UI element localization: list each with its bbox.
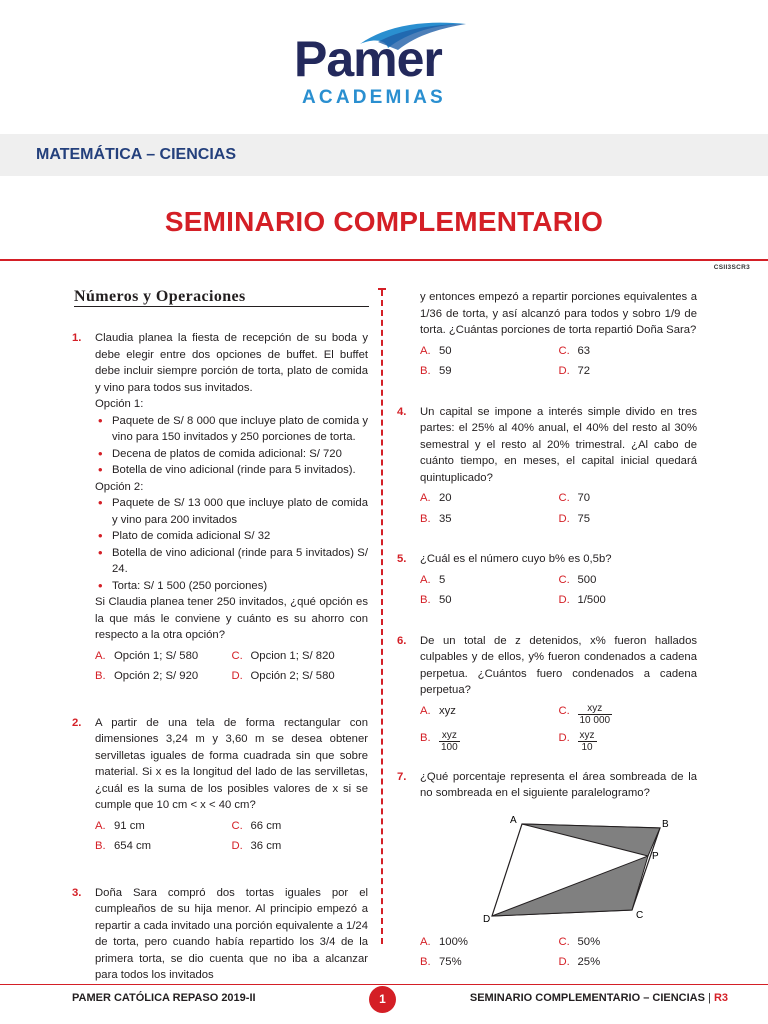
answer-text: 66 cm <box>250 819 282 832</box>
answer-a[interactable] <box>95 818 232 835</box>
option-1-list <box>95 413 368 479</box>
fraction-numerator: xyz <box>578 703 613 715</box>
answer-a[interactable] <box>420 490 559 507</box>
question-4 <box>397 404 697 528</box>
question-text: Un capital se impone a interés simple divido en tres partes: el 25% al 40% anual, el 40% del resto al 30% semestral y el resto al 20% trimestral. ¿Al cabo de cuánto tiempo, en meses, el capital inicial quedará quintuplicado? <box>420 405 697 484</box>
answer-letter: B. <box>420 731 431 744</box>
answer-options <box>95 648 368 685</box>
answer-letter: A. <box>95 649 106 662</box>
point-label-p: P <box>652 850 659 862</box>
subject-bar <box>0 134 768 176</box>
section-title: Números y Operaciones <box>74 288 246 305</box>
section-underline <box>74 306 369 307</box>
logo-wordmark: Pamer <box>294 31 442 87</box>
answer-text: xyz <box>439 704 456 717</box>
answer-letter: D. <box>558 731 570 744</box>
answer-text: 50 <box>439 344 452 357</box>
question-1 <box>72 330 368 685</box>
footer-separator: | <box>708 992 711 1004</box>
subject-title: MATEMÁTICA – CIENCIAS <box>36 146 236 163</box>
parallelogram-figure <box>450 812 670 932</box>
answer-text: 59 <box>439 365 452 377</box>
answer-options <box>420 934 697 971</box>
question-text: Doña Sara compró dos tortas iguales por el cumpleaños de su hija menor. Al principio empezó a repartir a cada invitado una porción equivalente a 1/24 de torta, pero cuando había repartido los 3/4 de la primera torta, se dio cuenta que no iba a alcanzar para todos los invitados <box>95 886 368 981</box>
answer-b[interactable] <box>420 730 559 753</box>
answer-text: 654 cm <box>114 840 152 852</box>
answer-b[interactable] <box>420 511 559 528</box>
answer-letter: B. <box>95 840 106 852</box>
answer-text: 36 cm <box>250 840 282 852</box>
fraction-denominator: 10 <box>581 741 593 753</box>
shaded-region-top <box>522 824 660 856</box>
answer-text: 72 <box>577 365 591 377</box>
answer-options <box>420 703 697 753</box>
answer-letter: A. <box>95 819 106 832</box>
question-text: De un total de z detenidos, x% fueron hallados culpables y de ellos, y% fueron condenados a cadena perpetua. ¿Cuántos fuero condenados a cadena perpetua? <box>420 634 697 696</box>
answer-letter: A. <box>420 344 431 357</box>
answer-options <box>420 490 697 527</box>
answer-b[interactable] <box>420 954 559 971</box>
answer-text: 75% <box>439 956 462 968</box>
title-divider <box>0 259 768 261</box>
answer-letter: C. <box>558 935 570 948</box>
list-item: • Paquete de S/ 8 000 que incluye plato de comida y vino para 150 invitados y 250 porciones de torta. <box>95 413 368 446</box>
answer-c[interactable] <box>559 934 698 951</box>
answer-b[interactable] <box>420 363 559 380</box>
vertex-label-c: C <box>636 909 644 921</box>
question-text: Claudia planea la fiesta de recepción de su boda y debe elegir entre dos opciones de buffet. El buffet debe incluir siempre porción de torta, plato de comida y vino para todos sus invitados. <box>95 332 368 394</box>
answer-options <box>95 818 368 855</box>
document-code: CSII3SCR3 <box>713 264 750 271</box>
answer-options <box>420 343 697 380</box>
footer-title <box>470 992 728 1004</box>
question-text: A partir de una tela de forma rectangular con dimensiones 3,24 m y 3,60 m se desea obtener servilletas iguales de forma cuadrada sin que sobre material. Si x es la longitud del lado de las servilletas, ¿cuál es la suma de los posibles valores de x si se cumple que 10 cm < x < 40 cm? <box>95 716 368 811</box>
question-3-continued <box>397 289 697 380</box>
answer-d[interactable] <box>559 363 698 380</box>
list-item: • Botella de vino adicional (rinde para 5 invitados). <box>95 462 368 479</box>
answer-a[interactable] <box>420 703 559 726</box>
page-number: 1 <box>369 986 396 1013</box>
answer-text: 50 <box>439 594 452 606</box>
answer-letter: B. <box>420 956 431 968</box>
answer-letter: D. <box>558 365 570 377</box>
answer-c[interactable] <box>559 490 698 507</box>
footer-code: R3 <box>713 992 728 1004</box>
answer-letter: A. <box>420 573 431 586</box>
option-2-list <box>95 495 368 594</box>
answer-b[interactable] <box>420 592 559 609</box>
answer-options <box>420 572 697 609</box>
answer-text: 50% <box>577 935 601 948</box>
answer-a[interactable] <box>420 934 559 951</box>
question-2 <box>72 715 368 855</box>
answer-d[interactable] <box>559 954 698 971</box>
list-item: • Plato de comida adicional S/ 32 <box>95 528 368 545</box>
question-3 <box>72 885 368 984</box>
answer-text: Opcion 1; S/ 820 <box>250 649 335 662</box>
answer-d[interactable] <box>559 592 698 609</box>
question-7 <box>397 769 697 971</box>
fraction-numerator: xyz <box>579 729 595 741</box>
vertex-label-a: A <box>510 814 517 826</box>
answer-c[interactable] <box>232 648 369 665</box>
answer-letter: C. <box>231 649 243 662</box>
question-number: 2. <box>72 716 82 729</box>
answer-letter: C. <box>231 819 243 832</box>
answer-a[interactable] <box>95 648 232 665</box>
answer-d[interactable] <box>232 668 369 685</box>
fraction-denominator: 100 <box>441 741 458 753</box>
answer-letter: A. <box>420 704 431 717</box>
question-text: y entonces empezó a repartir porciones equivalentes a 1/36 de torta, y así alcanzó para todos y sobro 1/9 de torta. ¿Cuántas porciones de torta repartió Doña Sara? <box>420 291 697 336</box>
answer-letter: C. <box>558 344 570 357</box>
answer-text: 5 <box>439 573 446 586</box>
vertex-label-b: B <box>662 818 669 830</box>
column-divider <box>381 290 383 944</box>
answer-text: 35 <box>439 512 452 525</box>
answer-letter: D. <box>558 512 570 525</box>
question-number: 6. <box>397 634 407 647</box>
answer-text: 75 <box>577 512 591 525</box>
option-label: Opción 2: <box>95 480 144 493</box>
question-number: 5. <box>397 553 407 565</box>
fraction-denominator: 10 000 <box>579 714 611 726</box>
answer-letter: D. <box>231 670 243 682</box>
list-item: • Paquete de S/ 13 000 que incluye plato de comida y vino para 200 invitados <box>95 495 368 528</box>
answer-text: 1/500 <box>577 594 606 606</box>
answer-c[interactable] <box>559 572 698 589</box>
question-text: ¿Qué porcentaje representa el área sombreada de la no sombreada en el siguiente paralelogramo? <box>420 770 697 799</box>
answer-text: Opción 2; S/ 580 <box>250 670 335 682</box>
logo-subtitle: ACADEMIAS <box>302 87 446 108</box>
answer-letter: A. <box>420 935 431 948</box>
answer-letter: D. <box>558 956 570 968</box>
right-column <box>397 289 697 971</box>
footer-course: PAMER CATÓLICA REPASO 2019-II <box>72 992 256 1004</box>
list-item: • Torta: S/ 1 500 (250 porciones) <box>95 578 368 595</box>
list-item: • Decena de platos de comida adicional: S/ 720 <box>95 446 368 463</box>
answer-a[interactable] <box>420 572 559 589</box>
fraction <box>578 703 613 726</box>
logo <box>0 0 768 120</box>
answer-c[interactable] <box>559 703 698 726</box>
answer-letter: C. <box>558 492 570 504</box>
question-6 <box>397 633 697 753</box>
answer-letter: B. <box>420 594 431 606</box>
answer-a[interactable] <box>420 343 559 360</box>
answer-b[interactable] <box>95 838 232 855</box>
page-title: SEMINARIO COMPLEMENTARIO <box>164 206 604 237</box>
answer-text: 500 <box>577 573 597 586</box>
answer-letter: B. <box>420 365 431 377</box>
parallelogram-diagram <box>450 812 670 932</box>
answer-letter: C. <box>558 573 570 586</box>
answer-text: 63 <box>577 344 591 357</box>
answer-text: 20 <box>439 492 452 504</box>
answer-d[interactable] <box>559 730 698 753</box>
question-number: 7. <box>397 770 407 783</box>
question-5 <box>397 551 697 609</box>
answer-d[interactable] <box>559 511 698 528</box>
answer-c[interactable] <box>559 343 698 360</box>
option-label: Opción 1: <box>95 398 144 410</box>
fraction <box>439 730 460 753</box>
question-text: ¿Cuál es el número cuyo b% es 0,5b? <box>420 553 612 565</box>
left-column <box>72 330 368 984</box>
answer-letter: D. <box>558 594 570 606</box>
answer-text: Opción 1; S/ 580 <box>114 649 199 662</box>
answer-text: 70 <box>577 492 591 504</box>
answer-d[interactable] <box>232 838 369 855</box>
shaded-region-bottom <box>492 856 648 916</box>
vertex-label-d: D <box>483 913 491 925</box>
answer-letter: D. <box>231 840 243 852</box>
fraction-numerator: xyz <box>439 730 460 742</box>
answer-b[interactable] <box>95 668 232 685</box>
question-number: 1. <box>72 332 82 344</box>
list-item: • Botella de vino adicional (rinde para 5 invitados) S/ 24. <box>95 545 368 578</box>
answer-letter: C. <box>558 704 570 717</box>
footer-title-text: SEMINARIO COMPLEMENTARIO – CIENCIAS <box>469 992 705 1004</box>
question-text: Si Claudia planea tener 250 invitados, ¿qué opción es la que más le conviene y cuánto es su ahorro con respecto a la otra opción? <box>95 596 368 641</box>
answer-text: 25% <box>577 956 601 968</box>
answer-letter: B. <box>420 512 431 525</box>
fraction <box>578 730 597 753</box>
answer-text: 91 cm <box>114 819 145 832</box>
answer-text: Opción 2; S/ 920 <box>114 670 199 682</box>
answer-c[interactable] <box>232 818 369 835</box>
footer-divider <box>0 984 768 985</box>
question-number: 3. <box>72 886 82 899</box>
answer-letter: A. <box>420 492 431 504</box>
question-number: 4. <box>397 405 407 418</box>
answer-text: 100% <box>439 935 468 948</box>
answer-letter: B. <box>95 670 106 682</box>
